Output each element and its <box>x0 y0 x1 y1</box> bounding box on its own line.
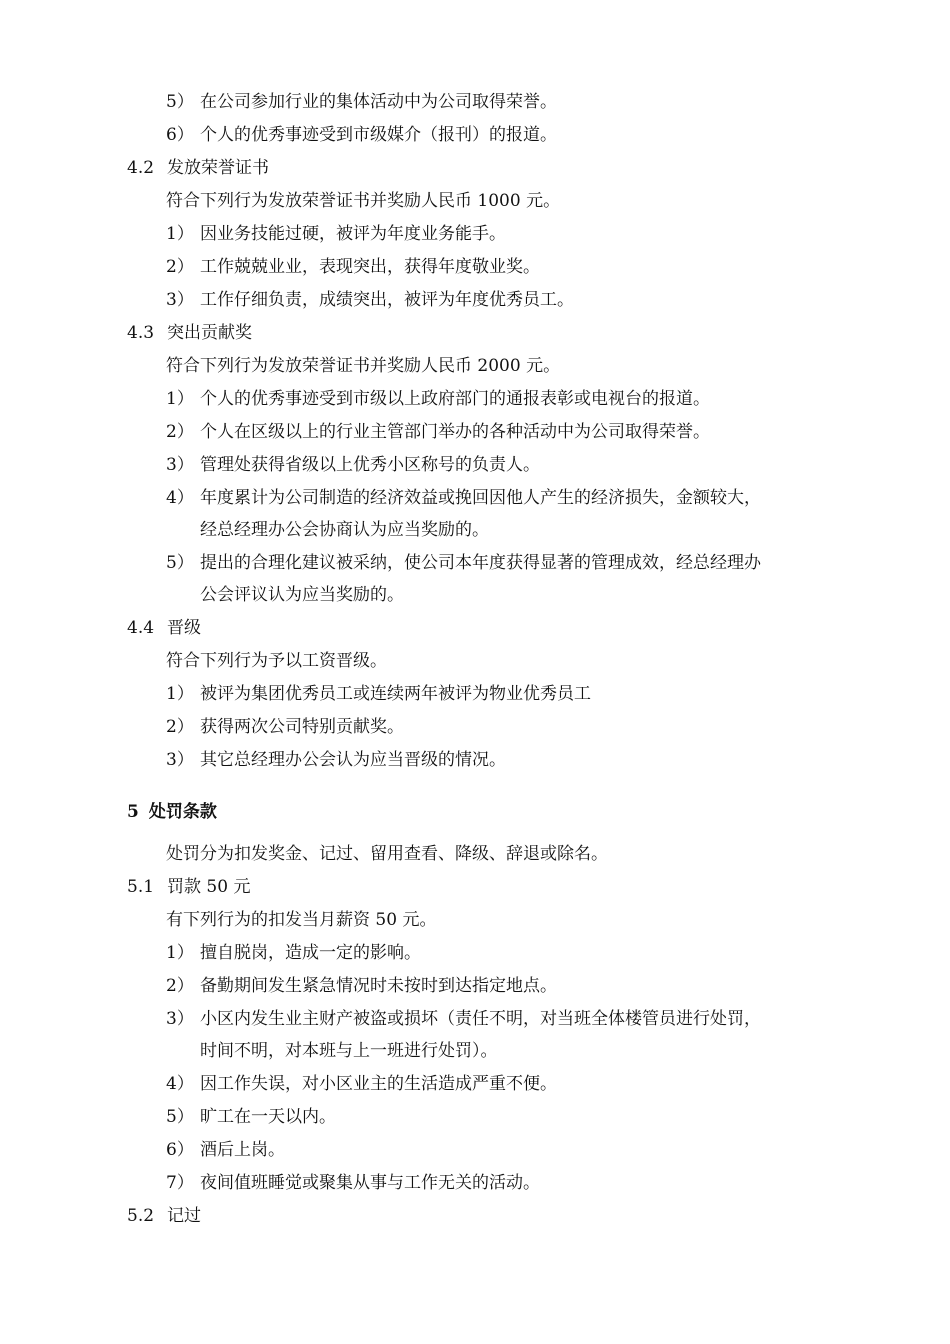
section-number: 4.3 <box>127 323 155 343</box>
list-item-number: 2） <box>166 976 194 996</box>
section-number: 4.4 <box>127 618 155 638</box>
section-heading <box>127 321 252 345</box>
paragraph: 符合下列行为予以工资晋级。 <box>166 651 387 671</box>
list-item-text: 旷工在一天以内。 <box>200 1107 336 1127</box>
list-item-number: 3） <box>166 750 194 770</box>
section-title: 发放荣誉证书 <box>167 158 269 178</box>
section-title: 突出贡献奖 <box>167 323 252 343</box>
paragraph: 处罚分为扣发奖金、记过、留用查看、降级、辞退或除名。 <box>166 844 608 864</box>
list-item-number: 4） <box>166 1074 194 1094</box>
list-item-text: 在公司参加行业的集体活动中为公司取得荣誉。 <box>200 92 557 112</box>
list-item-number: 3） <box>166 290 194 310</box>
section-title: 晋级 <box>167 618 201 638</box>
list-item-continuation: 时间不明，对本班与上一班进行处罚）。 <box>200 1041 498 1061</box>
list-item-continuation: 经总经理办公会协商认为应当奖励的。 <box>200 520 489 540</box>
section-title: 记过 <box>167 1206 201 1226</box>
list-item-text: 擅自脱岗，造成一定的影响。 <box>200 943 421 963</box>
list-item-number: 1） <box>166 943 194 963</box>
list-item-text: 获得两次公司特别贡献奖。 <box>200 717 404 737</box>
chapter-heading <box>127 800 217 824</box>
list-item-number: 2） <box>166 717 194 737</box>
list-item-text: 夜间值班睡觉或聚集从事与工作无关的活动。 <box>200 1173 540 1193</box>
list-item-text: 个人的优秀事迹受到市级媒介（报刊）的报道。 <box>200 125 557 145</box>
list-item-text: 年度累计为公司制造的经济效益或挽回因他人产生的经济损失，金额较大， <box>200 488 761 508</box>
list-item-text: 工作仔细负责，成绩突出，被评为年度优秀员工。 <box>200 290 574 310</box>
list-item-text: 个人的优秀事迹受到市级以上政府部门的通报表彰或电视台的报道。 <box>200 389 710 409</box>
section-heading <box>127 1204 201 1228</box>
list-item-number: 2） <box>166 257 194 277</box>
section-heading <box>127 875 250 899</box>
section-number: 5.1 <box>127 877 155 897</box>
section-number: 5.2 <box>127 1206 155 1226</box>
chapter-title: 处罚条款 <box>148 802 217 822</box>
list-item-number: 4） <box>166 488 194 508</box>
list-item-text: 其它总经理办公会认为应当晋级的情况。 <box>200 750 506 770</box>
section-heading <box>127 616 201 640</box>
list-item-text: 提出的合理化建议被采纳，使公司本年度获得显著的管理成效，经总经理办 <box>200 553 761 573</box>
list-item-text: 因业务技能过硬，被评为年度业务能手。 <box>200 224 506 244</box>
paragraph: 符合下列行为发放荣誉证书并奖励人民币 2000 元。 <box>166 356 561 376</box>
list-item-number: 1） <box>166 389 194 409</box>
section-title: 罚款 50 元 <box>167 877 251 897</box>
list-item-text: 酒后上岗。 <box>200 1140 285 1160</box>
paragraph: 符合下列行为发放荣誉证书并奖励人民币 1000 元。 <box>166 191 561 211</box>
section-heading <box>127 156 269 180</box>
list-item-text: 个人在区级以上的行业主管部门举办的各种活动中为公司取得荣誉。 <box>200 422 710 442</box>
chapter-number: 5 <box>127 802 139 822</box>
list-item-number: 1） <box>166 224 194 244</box>
list-item-continuation: 公会评议认为应当奖励的。 <box>200 585 404 605</box>
list-item-number: 2） <box>166 422 194 442</box>
list-item-number: 5） <box>166 1107 194 1127</box>
section-number: 4.2 <box>127 158 155 178</box>
list-item-number: 6） <box>166 1140 194 1160</box>
list-item-number: 7） <box>166 1173 194 1193</box>
list-item-number: 5） <box>166 553 194 573</box>
list-item-number: 3） <box>166 455 194 475</box>
list-item-text: 工作兢兢业业，表现突出，获得年度敬业奖。 <box>200 257 540 277</box>
list-item-text: 管理处获得省级以上优秀小区称号的负责人。 <box>200 455 540 475</box>
list-item-text: 因工作失误，对小区业主的生活造成严重不便。 <box>200 1074 557 1094</box>
list-item-text: 备勤期间发生紧急情况时未按时到达指定地点。 <box>200 976 557 996</box>
list-item-text: 小区内发生业主财产被盗或损坏（责任不明，对当班全体楼管员进行处罚， <box>200 1009 761 1029</box>
list-item-number: 6） <box>166 125 194 145</box>
list-item-number: 5） <box>166 92 194 112</box>
paragraph: 有下列行为的扣发当月薪资 50 元。 <box>166 910 437 930</box>
list-item-number: 3） <box>166 1009 194 1029</box>
list-item-text: 被评为集团优秀员工或连续两年被评为物业优秀员工 <box>200 684 591 704</box>
list-item-number: 1） <box>166 684 194 704</box>
